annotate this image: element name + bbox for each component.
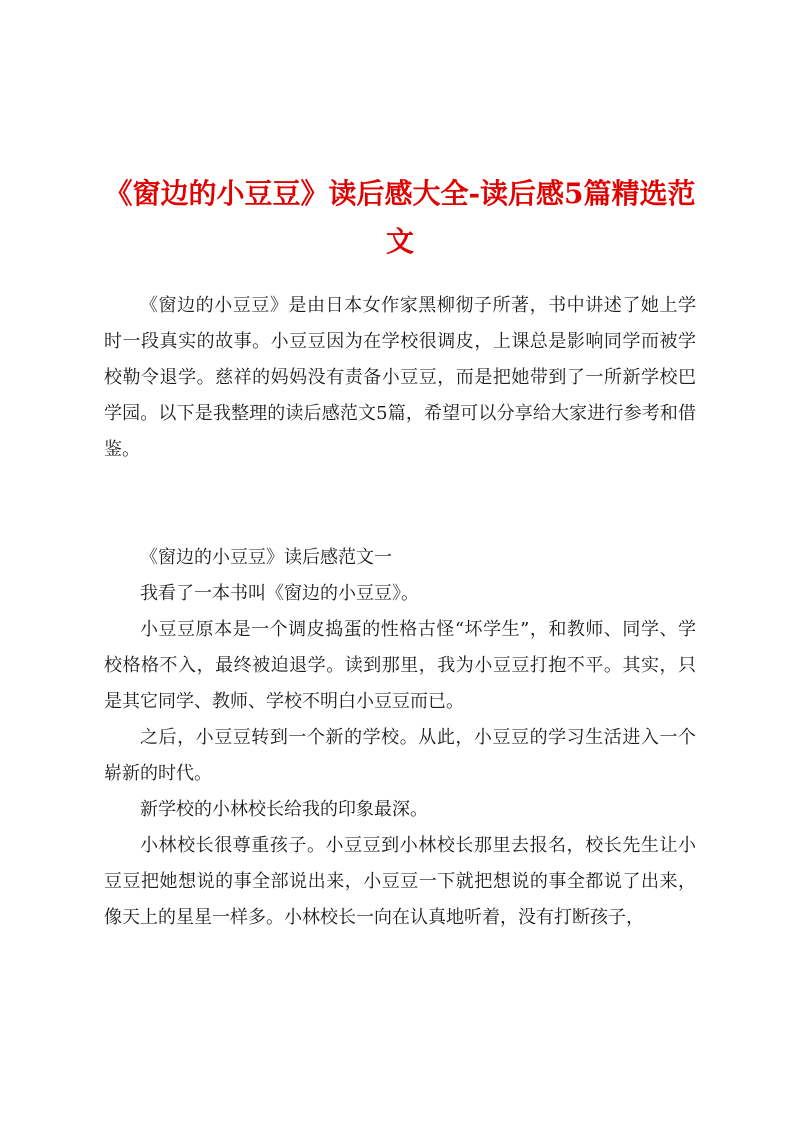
body-paragraph-4: 新学校的小林校长给我的印象最深。 — [140, 799, 428, 820]
section-spacer — [104, 468, 696, 540]
body-paragraph-3: 之后，小豆豆转到一个新的学校。从此，小豆豆的学习生活进入一个崭新的时代。 — [104, 727, 696, 784]
document-body — [104, 288, 696, 936]
intro-paragraph: 《窗边的小豆豆》是由日本女作家黑柳彻子所著，书中讲述了她上学时一段真实的故事。小豆豆因为在学校很调皮，上课总是影响同学而被学校勒令退学。慈祥的妈妈没有责备小豆豆，而是把她带到了一所新学校巴学园。以下是我整理的读后感范文5篇，希望可以分享给大家进行参考和借鉴。 — [104, 295, 696, 460]
section-heading: 《窗边的小豆豆》读后感范文一 — [140, 547, 392, 568]
document-title: 《窗边的小豆豆》读后感大全-读后感5篇精选范文 — [104, 177, 696, 258]
body-paragraph-2: 小豆豆原本是一个调皮捣蛋的性格古怪“坏学生”，和教师、同学、学校格格不入，最终被迫退学。读到那里，我为小豆豆打抱不平。其实，只是其它同学、教师、学校不明白小豆豆而已。 — [104, 619, 696, 712]
body-paragraph-5: 小林校长很尊重孩子。小豆豆到小林校长那里去报名，校长先生让小豆豆把她想说的事全部说出来，小豆豆一下就把想说的事全都说了出来，像天上的星星一样多。小林校长一向在认真地听着，没有打断孩子， — [104, 835, 696, 928]
body-paragraph-1: 我看了一本书叫《窗边的小豆豆》。 — [140, 583, 419, 604]
